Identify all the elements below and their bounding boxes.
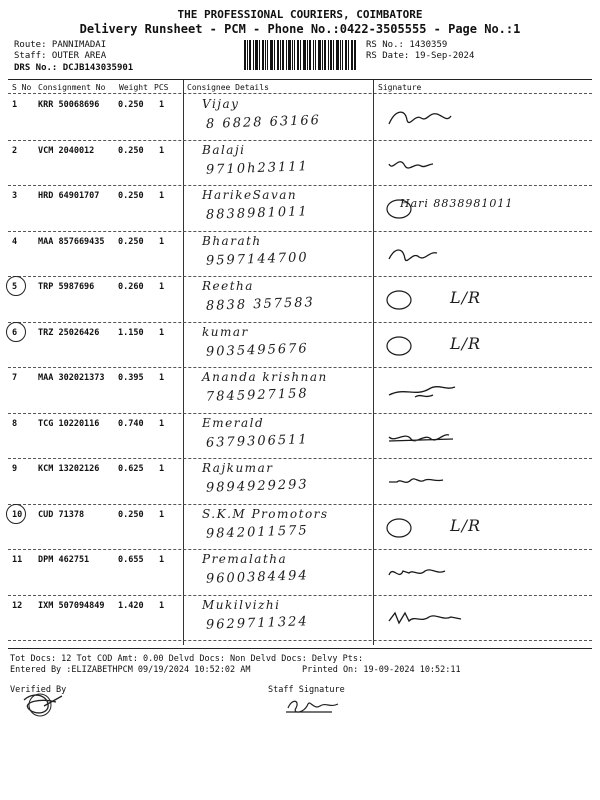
signature-column-divider — [373, 80, 374, 645]
row-consignment-number: KCM 13202126 — [38, 464, 100, 474]
col-header-sno: S No — [12, 83, 32, 92]
row-consignment-number: TRZ 25026426 — [38, 327, 100, 338]
row-signature-scrawl — [385, 423, 475, 453]
row-signature-scrawl — [385, 104, 475, 134]
row-signature-scrawl — [385, 559, 475, 589]
row-consignment-number: DPM 462751 — [38, 555, 90, 565]
company-title: THE PROFESSIONAL COURIERS, COIMBATORE — [177, 8, 423, 21]
row-consignee-phone: 8838 357583 — [205, 295, 316, 314]
row-serial-number: 6 — [12, 327, 18, 338]
col-header-pcs: PCS — [154, 83, 169, 92]
row-consignment-number: KRR 50068696 — [38, 100, 100, 110]
row-consignment-number: HRD 64901707 — [38, 191, 100, 201]
row-signature-scrawl — [385, 514, 475, 544]
row-serial-number: 12 — [12, 600, 23, 611]
row-signature-scrawl — [385, 332, 475, 362]
row-consignment-number: TCG 10220116 — [38, 418, 100, 429]
row-separator — [8, 458, 592, 459]
row-signature-note: L/R — [450, 515, 482, 535]
row-separator — [8, 231, 592, 232]
col-header-consignee: Consignee Details — [187, 83, 269, 92]
row-serial-number: 3 — [12, 191, 18, 201]
row-number-circle-mark — [6, 322, 26, 342]
row-consignee-phone: 9894929293 — [205, 477, 309, 496]
row-signature-note: Hari 8838981011 — [400, 197, 514, 210]
table-top-rule — [8, 79, 592, 80]
row-serial-number: 1 — [12, 100, 18, 110]
row-consignee-phone: 9710h23111 — [205, 158, 310, 178]
row-pieces: 1 — [159, 509, 165, 520]
row-signature-note: L/R — [450, 333, 482, 353]
row-number-circle-mark — [6, 276, 26, 296]
runsheet-title: Delivery Runsheet - PCM - Phone No.:0422-3505555 - Page No.:1 — [79, 22, 521, 36]
printed-on: Printed On: 19-09-2024 10:52:11 — [302, 665, 461, 675]
rs-date: RS Date: 19-Sep-2024 — [366, 51, 475, 61]
row-consignee-name: Bharath — [202, 233, 262, 248]
row-weight: 0.250 — [118, 509, 144, 520]
staff-signature-scrawl — [282, 694, 342, 718]
row-separator — [8, 367, 592, 368]
row-pieces: 1 — [159, 100, 165, 110]
table-header-rule — [8, 93, 592, 94]
staff-signature-label: Staff Signature — [268, 685, 345, 695]
row-consignee-name: Mukilvizhi — [202, 597, 281, 612]
row-pieces: 1 — [159, 600, 165, 611]
row-consignment-number: VCM 2040012 — [38, 145, 95, 156]
row-pieces: 1 — [159, 373, 165, 383]
row-consignee-name: Reetha — [202, 279, 254, 293]
row-signature-scrawl — [385, 241, 475, 271]
row-serial-number: 10 — [12, 509, 23, 520]
row-signature-scrawl — [385, 605, 475, 635]
col-header-signature: Signature — [378, 83, 422, 92]
col-header-consignment: Consignment No — [38, 83, 106, 92]
entered-by: Entered By :ELIZABETHPCM 09/19/2024 10:52:02 AM — [10, 665, 251, 675]
row-pieces: 1 — [159, 236, 165, 247]
col-header-weight: Weight — [119, 83, 148, 92]
row-signature-scrawl — [385, 150, 475, 180]
row-weight: 0.250 — [118, 236, 144, 247]
row-separator — [8, 185, 592, 186]
row-consignment-number: MAA 302021373 — [38, 373, 105, 383]
row-serial-number: 7 — [12, 373, 18, 383]
consignee-column-divider — [183, 80, 184, 645]
row-separator — [8, 595, 592, 596]
row-weight: 1.420 — [118, 600, 144, 611]
row-serial-number: 5 — [12, 282, 18, 292]
row-pieces: 1 — [159, 464, 165, 474]
row-separator — [8, 413, 592, 414]
row-consignee-phone: 9035495676 — [205, 340, 309, 360]
row-consignee-phone: 7845927158 — [205, 386, 309, 405]
staff-label: Staff: OUTER AREA — [14, 51, 107, 61]
row-pieces: 1 — [159, 145, 165, 156]
row-separator — [8, 549, 592, 550]
row-weight: 0.260 — [118, 282, 144, 292]
row-separator — [8, 276, 592, 277]
row-signature-scrawl — [385, 468, 475, 498]
row-pieces: 1 — [159, 327, 165, 338]
totals-line: Tot Docs: 12 Tot COD Amt: 0.00 Delvd Docs: Non Delvd Docs: Delvy Pts: — [10, 654, 364, 664]
drs-label: DRS No.: DCJB143035901 — [14, 63, 134, 73]
row-weight: 0.250 — [118, 145, 144, 156]
row-consignee-phone: 6379306511 — [205, 431, 309, 451]
rs-number: RS No.: 1430359 — [366, 40, 448, 50]
row-consignee-phone: 9842011575 — [205, 522, 309, 542]
row-pieces: 1 — [159, 555, 165, 565]
row-signature-scrawl — [385, 377, 475, 407]
barcode — [244, 40, 356, 70]
row-consignment-number: CUD 71378 — [38, 509, 85, 520]
row-pieces: 1 — [159, 418, 165, 429]
row-consignee-phone: 8838981011 — [205, 204, 309, 223]
row-consignment-number: MAA 857669435 — [38, 236, 105, 247]
row-signature-scrawl — [385, 286, 475, 316]
row-serial-number: 9 — [12, 464, 18, 474]
row-consignee-name: Vijay — [202, 97, 240, 111]
row-consignee-name: S.K.M Promotors — [202, 506, 329, 521]
row-weight: 0.740 — [118, 418, 144, 429]
footer-rule — [8, 648, 592, 649]
verified-by-label: Verified By — [10, 685, 67, 695]
row-serial-number: 8 — [12, 418, 18, 429]
row-consignee-phone: 9629711324 — [205, 613, 309, 633]
verifier-signature-stamp — [18, 690, 68, 718]
row-consignee-phone: 9597144700 — [205, 249, 309, 269]
row-signature-note: L/R — [450, 288, 482, 307]
row-pieces: 1 — [159, 191, 165, 201]
row-consignee-name: Rajkumar — [202, 461, 274, 475]
row-consignee-phone: 8 6828 63166 — [205, 112, 322, 133]
row-number-circle-mark — [6, 504, 26, 524]
row-weight: 0.250 — [118, 100, 144, 110]
row-consignee-name: kumar — [202, 324, 249, 339]
row-weight: 0.625 — [118, 464, 144, 474]
row-separator — [8, 140, 592, 141]
row-separator — [8, 640, 592, 641]
row-serial-number: 4 — [12, 236, 18, 247]
row-serial-number: 2 — [12, 145, 18, 156]
row-weight: 0.250 — [118, 191, 144, 201]
row-consignee-phone: 9600384494 — [205, 568, 309, 587]
route-label: Route: PANNIMADAI — [14, 40, 107, 50]
row-weight: 0.655 — [118, 555, 144, 565]
row-weight: 1.150 — [118, 327, 144, 338]
row-consignment-number: TRP 5987696 — [38, 282, 95, 292]
row-weight: 0.395 — [118, 373, 144, 383]
row-serial-number: 11 — [12, 555, 23, 565]
row-separator — [8, 504, 592, 505]
row-signature-scrawl — [385, 195, 475, 225]
row-consignee-name: Ananda krishnan — [202, 370, 328, 384]
row-consignee-name: Emerald — [202, 415, 265, 430]
row-separator — [8, 322, 592, 323]
row-consignee-name: HarikeSavan — [202, 188, 298, 202]
row-consignment-number: IXM 507094849 — [38, 600, 105, 611]
row-consignee-name: Balaji — [202, 142, 246, 157]
row-pieces: 1 — [159, 282, 165, 292]
row-consignee-name: Premalatha — [202, 552, 288, 566]
